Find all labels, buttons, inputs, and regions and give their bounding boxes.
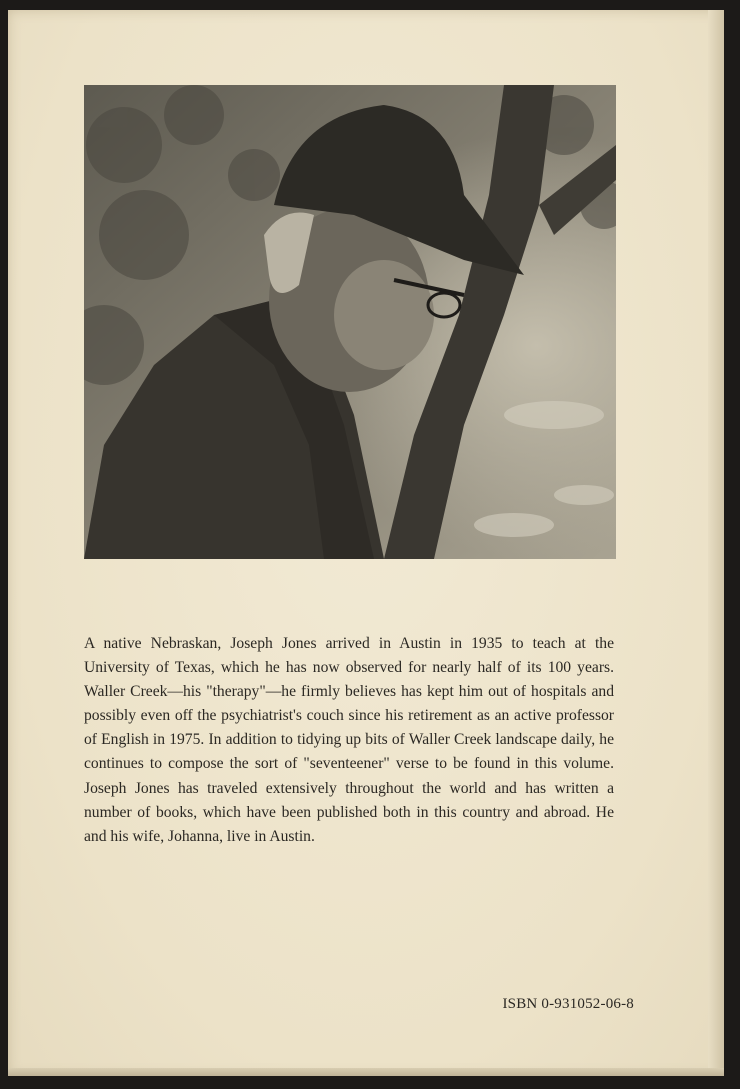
author-photo (84, 85, 616, 559)
author-bio: A native Nebraskan, Joseph Jones arrived in Austin in 1935 to teach at the University of Texas, which he has now observed for nearly half of its 100 years. Waller Creek—his "therapy"—he firmly believes has kept him out of hospitals and possibly even off the psychiatrist's couch since his retirement as an active professor of English in 1975. In addition to tidying up bits of Waller Creek landscape daily, he continues to compose the sort of "seventeener" verse to be found in this volume. Joseph Jones has traveled extensively throughout the world and has written a number of books, which have been published both in this country and abroad. He and his wife, Johanna, live in Austin. (84, 635, 614, 845)
jacket-bottom-edge (8, 1068, 724, 1076)
jacket-edge (708, 10, 724, 1076)
isbn-number: ISBN 0-931052-06-8 (502, 996, 634, 1012)
